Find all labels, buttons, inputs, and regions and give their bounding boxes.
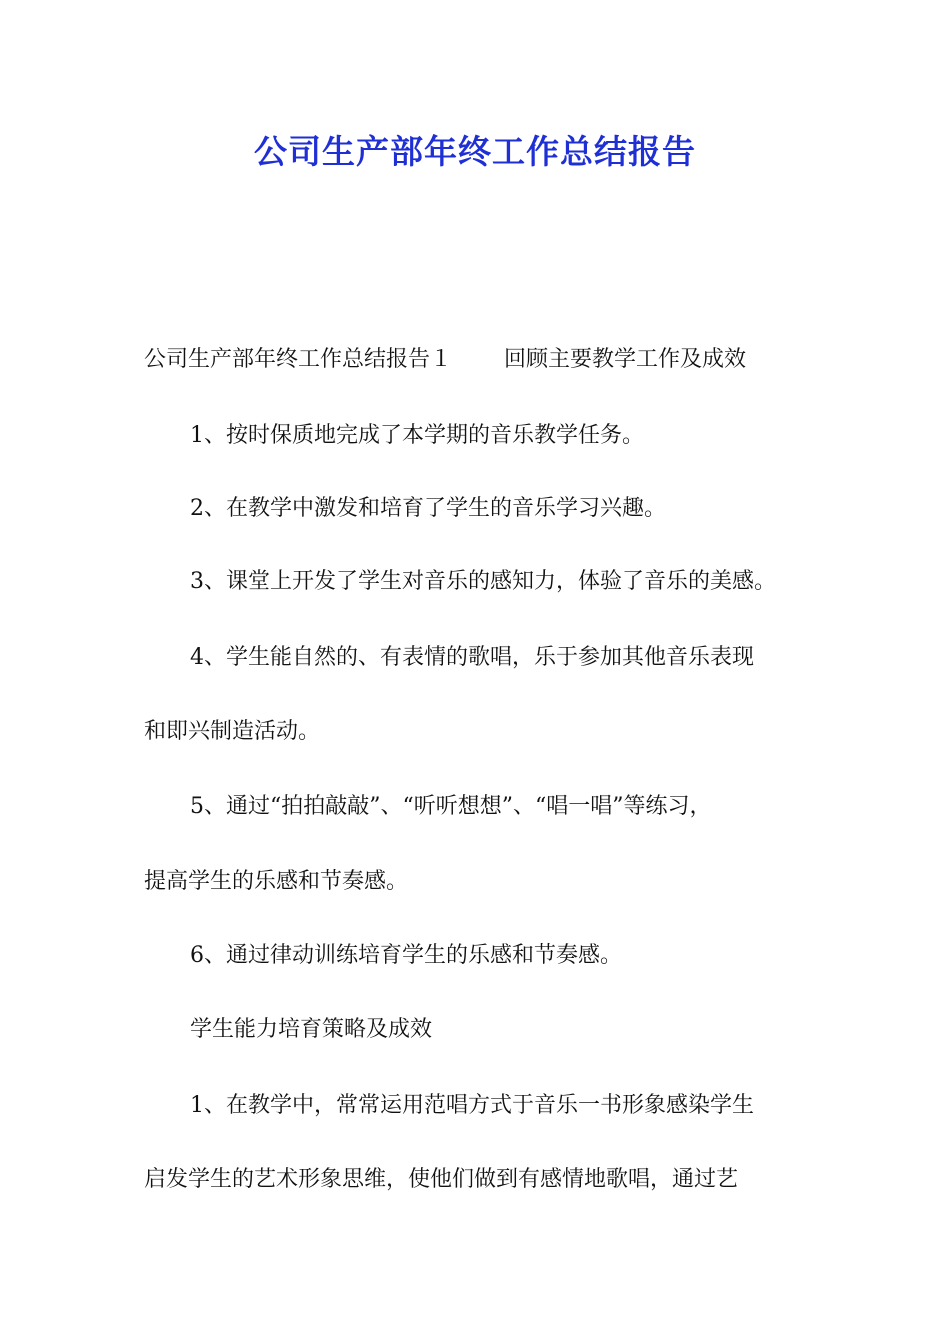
paragraph-line: 1、按时保质地完成了本学期的音乐教学任务。 bbox=[190, 423, 644, 448]
paragraph-line: 4、学生能自然的、有表情的歌唱，乐于参加其他音乐表现 bbox=[190, 645, 754, 670]
document-title: 公司生产部年终工作总结报告 bbox=[254, 132, 696, 171]
paragraph-line: 和即兴制造活动。 bbox=[144, 719, 321, 744]
paragraph-line: 5、通过“拍拍敲敲”、“听听想想”、“唱一唱”等练习， bbox=[190, 794, 712, 819]
section-heading: 回顾主要教学工作及成效 bbox=[504, 347, 747, 372]
paragraph-line: 3、课堂上开发了学生对音乐的感知力，体验了音乐的美感。 bbox=[190, 569, 776, 594]
paragraph-line: 6、通过律动训练培育学生的乐感和节奏感。 bbox=[190, 943, 622, 968]
section-heading-line bbox=[144, 344, 834, 376]
paragraph-line: 2、在教学中激发和培育了学生的音乐学习兴趣。 bbox=[190, 496, 666, 521]
paragraph-line: 提高学生的乐感和节奏感。 bbox=[144, 869, 409, 894]
paragraph-line: 启发学生的艺术形象思维，使他们做到有感情地歌唱，通过艺 bbox=[144, 1167, 739, 1192]
paragraph-line: 1、在教学中，常常运用范唱方式于音乐一书形象感染学生 bbox=[190, 1093, 754, 1118]
subsection-heading: 学生能力培育策略及成效 bbox=[190, 1017, 433, 1042]
report-heading: 公司生产部年终工作总结报告１ bbox=[144, 347, 453, 372]
